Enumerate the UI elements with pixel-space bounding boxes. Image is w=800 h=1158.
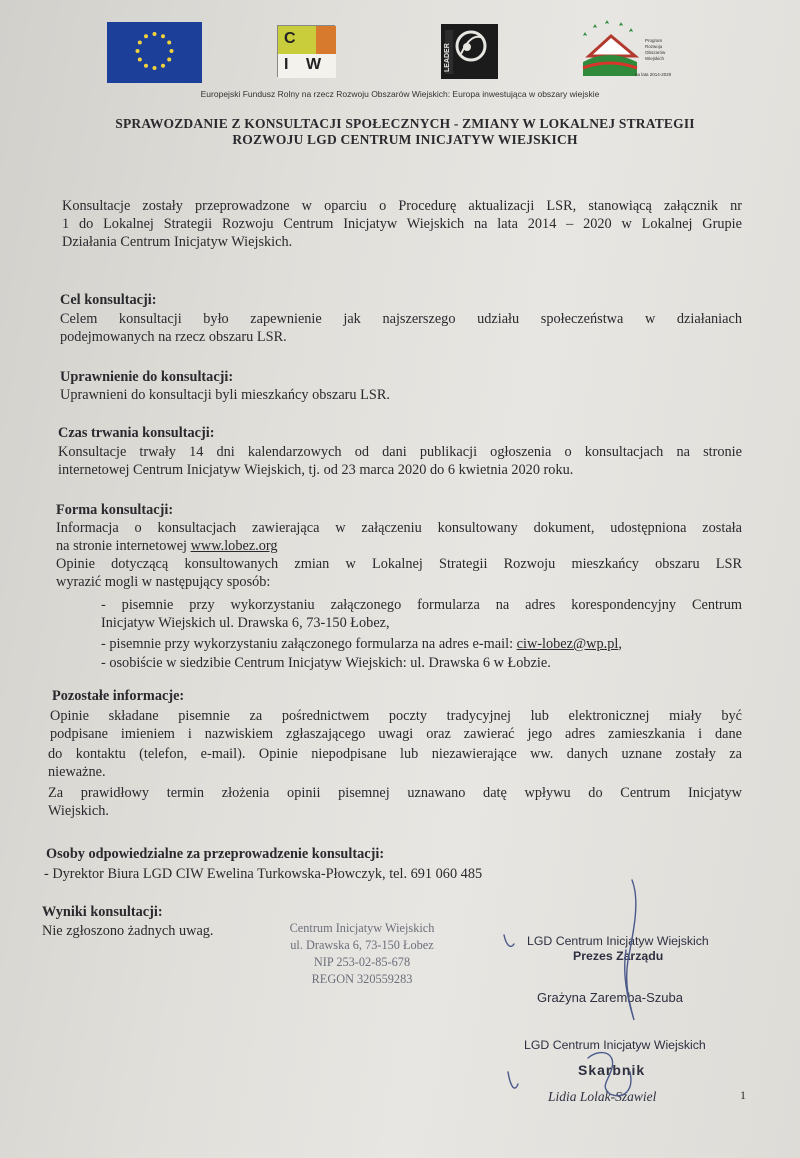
pozostale-line-3: do kontaktu (telefon, e-mail). Opinie niepodpisane lub niezawierające ww. danych uznane zostały za xyxy=(48,746,742,762)
intro-line-2: 1 do Lokalnej Strategii Rozwoju Centrum Inicjatyw Wiejskich na lata 2014 – 2020 w Lokalnej Grupie xyxy=(62,216,742,232)
email-link[interactable]: ciw-lobez@wp.pl xyxy=(516,636,619,652)
ciw-logo-c: C xyxy=(284,30,296,47)
intro-line-3: Działania Centrum Inicjatyw Wiejskich. xyxy=(62,234,293,250)
ciw-logo-i: I xyxy=(284,56,289,73)
signature-2-role: Skarbnik xyxy=(578,1062,646,1078)
forma-bullet-3: - osobiście w siedzibie Centrum Inicjatyw Wiejskich: ul. Drawska 6 w Łobzie. xyxy=(101,655,551,671)
prow-text-1: Program xyxy=(645,38,663,43)
cel-line-2: podejmowanych na rzecz obszaru LSR. xyxy=(60,329,287,345)
wyniki-heading: Wyniki konsultacji: xyxy=(42,904,163,920)
signature-2-org: LGD Centrum Inicjatyw Wiejskich xyxy=(524,1038,706,1052)
stamp-line-3: NIP 253-02-85-678 xyxy=(313,955,411,969)
czas-heading: Czas trwania konsultacji: xyxy=(58,425,215,441)
forma-bullet-2-text: - pisemnie przy wykorzystaniu załączonego formularza na adres e-mail: xyxy=(101,636,517,652)
signature-1-role: Prezes Zarządu xyxy=(573,949,664,963)
title-line-2: ROZWOJU LGD CENTRUM INICJATYW WIEJSKICH xyxy=(232,132,578,147)
cel-line-1: Celem konsultacji było zapewnienie jak najszerszego udziału społeczeństwa w działaniach xyxy=(60,311,742,327)
forma-line-4: wyrazić mogli w następujący sposób: xyxy=(56,574,271,590)
pozostale-line-6: Wiejskich. xyxy=(48,803,109,819)
pozostale-line-4: nieważne. xyxy=(48,764,106,780)
forma-heading: Forma konsultacji: xyxy=(56,502,174,518)
signature-2-name: Lidia Lolak-Szawiel xyxy=(548,1089,657,1104)
stamp-line-2: ul. Drawska 6, 73-150 Łobez xyxy=(290,938,434,952)
document-title xyxy=(60,116,750,148)
signature-1-name: Grażyna Zaremba-Szuba xyxy=(537,990,683,1005)
pozostale-heading: Pozostałe informacje: xyxy=(52,688,185,704)
ciw-logo xyxy=(277,25,335,77)
cel-heading: Cel konsultacji: xyxy=(60,292,157,308)
funding-line: Europejski Fundusz Rolny na rzecz Rozwoju Obszarów Wiejskich: Europa inwestująca w obszary wiejskie xyxy=(200,89,600,99)
forma-line-1: Informacja o konsultacjach zawierająca w załączeniu konsultowany dokument, udostępniona została xyxy=(56,520,742,536)
forma-line-2 xyxy=(56,537,278,555)
title-line-1: SPRAWOZDANIE Z KONSULTACJI SPOŁECZNYCH - ZMIANY W LOKALNEJ STRATEGII xyxy=(115,116,695,131)
intro-line-1: Konsultacje zostały przeprowadzone w oparciu o Procedurę aktualizacji LSR, stanowiącą załącznik nr xyxy=(62,198,742,214)
wyniki-line-1: Nie zgłoszono żadnych uwag. xyxy=(42,923,214,939)
prow-text-3: Obszarów xyxy=(645,50,666,55)
stamp-line-4: REGON 320559283 xyxy=(311,972,413,986)
forma-bullet-1b: Inicjatyw Wiejskich ul. Drawska 6, 73-150 Łobez, xyxy=(101,615,390,631)
uprawnienie-heading: Uprawnienie do konsultacji: xyxy=(60,369,234,385)
osoby-line-1: - Dyrektor Biura LGD CIW Ewelina Turkowska-Płowczyk, tel. 691 060 485 xyxy=(44,866,483,882)
ciw-logo-w: W xyxy=(306,56,322,73)
page-number: 1 xyxy=(740,1088,746,1102)
forma-bullet-1a: - pisemnie przy wykorzystaniu załączonego formularza na adres korespondencyjny Centrum xyxy=(101,597,742,613)
prow-text-4: Wiejskich xyxy=(645,56,665,61)
osoby-heading: Osoby odpowiedzialne za przeprowadzenie konsultacji: xyxy=(46,846,385,862)
prow-logo xyxy=(575,18,685,82)
prow-text-2: Rozwoju xyxy=(645,44,663,49)
pozostale-line-1: Opinie składane pisemnie za pośrednictwem poczty tradycyjnej lub elektronicznej miały być xyxy=(50,708,742,724)
leader-emblem-icon xyxy=(441,24,498,79)
signature-1-org: LGD Centrum Inicjatyw Wiejskich xyxy=(527,934,709,948)
forma-line-2-text: na stronie internetowej xyxy=(56,538,191,554)
signature-1-check xyxy=(504,935,514,946)
signature-2-check xyxy=(508,1072,518,1088)
prow-emblem-icon xyxy=(575,18,685,82)
prow-text-5: na lata 2014-2020 xyxy=(635,72,672,77)
czas-line-2: internetowej Centrum Inicjatyw Wiejskich, tj. od 23 marca 2020 do 6 kwietnia 2020 roku. xyxy=(58,462,574,478)
leader-text: LEADER xyxy=(444,43,451,72)
eu-flag-logo xyxy=(107,22,202,83)
leader-logo xyxy=(441,24,498,79)
stamp-line-1: Centrum Inicjatyw Wiejskich xyxy=(289,921,435,935)
uprawnienie-line-1: Uprawnieni do konsultacji byli mieszkańcy obszaru LSR. xyxy=(60,387,390,403)
pozostale-line-2: podpisane imieniem i nazwiskiem zgłaszającego uwagi oraz zawierać jego adres zamieszkania i dane xyxy=(50,726,742,742)
forma-bullet-2-comma: , xyxy=(618,636,622,652)
eu-stars-icon xyxy=(107,22,202,83)
organization-stamp xyxy=(262,920,462,988)
czas-line-1: Konsultacje trwały 14 dni kalendarzowych od dani publikacji ogłoszenia o konsultacjach na stronie xyxy=(58,444,742,460)
pozostale-line-5: Za prawidłowy termin złożenia opinii pisemnej uznawano datę wpływu do Centrum Inicjatyw xyxy=(48,785,742,801)
forma-line-3: Opinie dotyczącą konsultowanych zmian w Lokalnej Strategii Rozwoju mieszkańcy obszaru LSR xyxy=(56,556,742,572)
forma-bullet-2 xyxy=(101,635,622,653)
website-link[interactable]: www.lobez.org xyxy=(190,538,278,554)
